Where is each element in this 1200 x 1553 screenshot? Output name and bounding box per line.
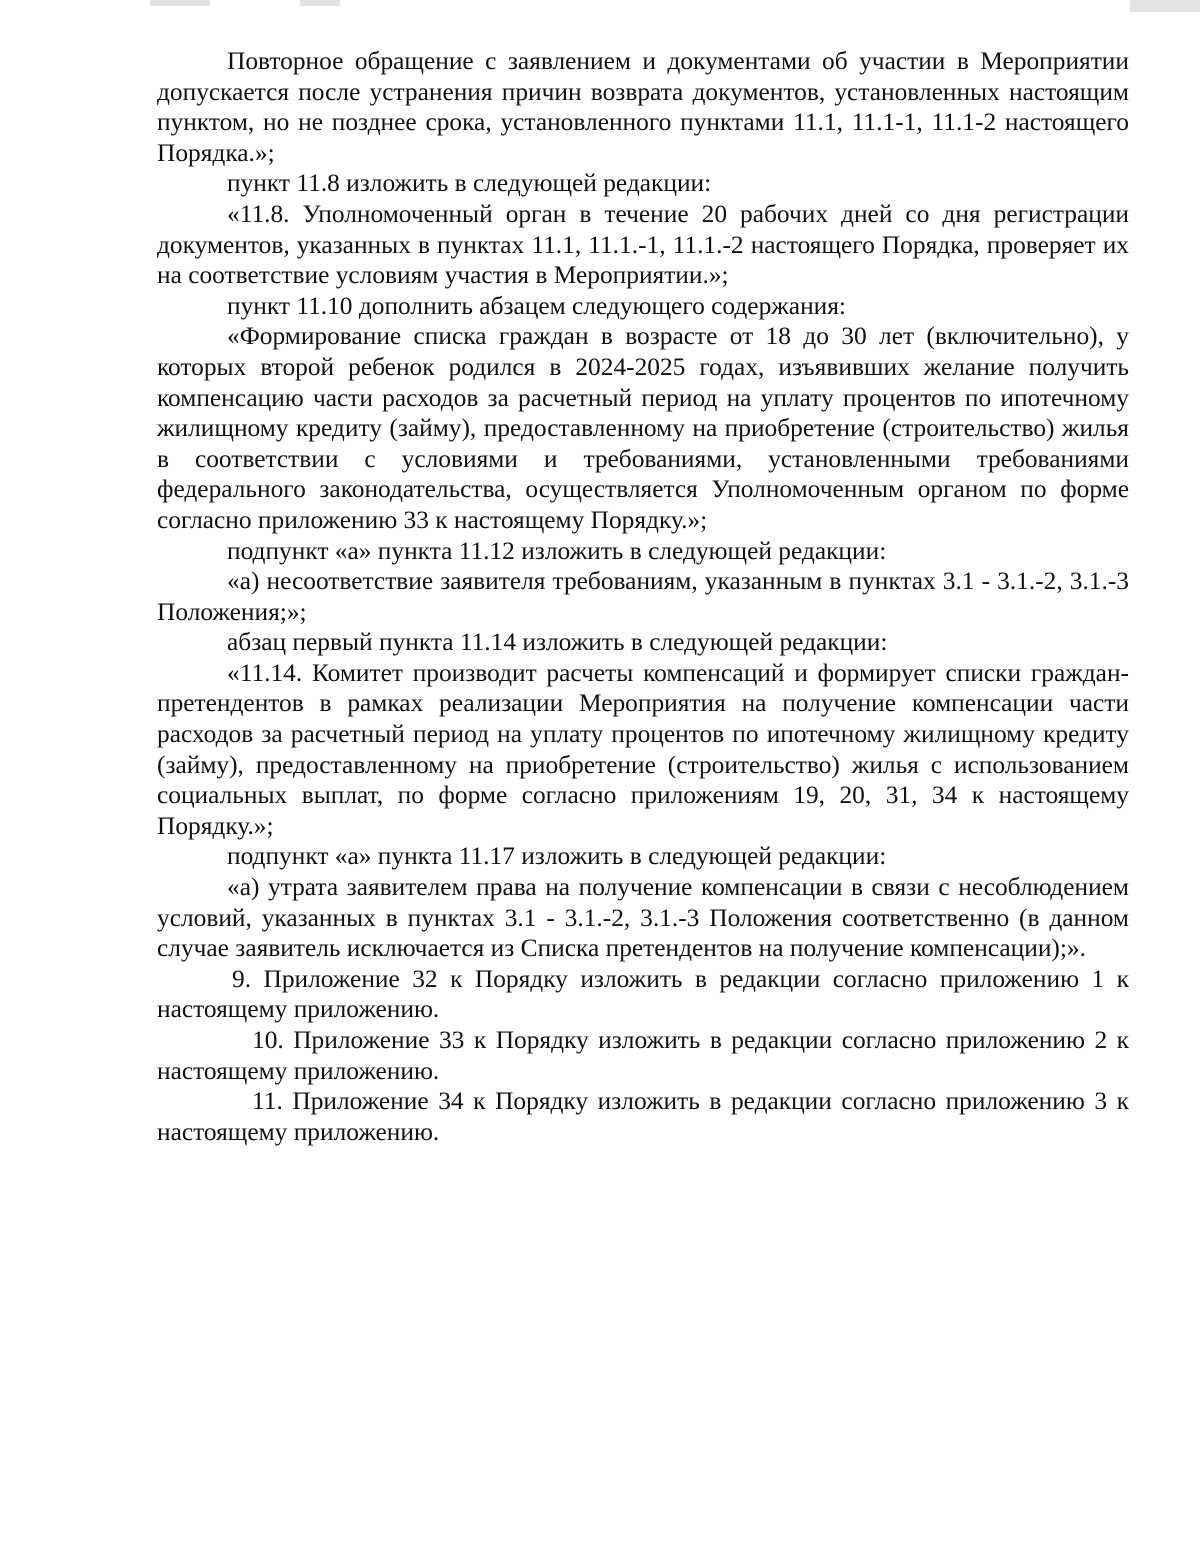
paragraph-quote-11-17: «а) утрата заявителем права на получение компенсации в связи с несоблюдением условий, указанных в пунктах 3.1 - 3.1.-2, 3.1.-3 Положения соответственно (в данном случае заявитель исключается из Списка претендентов на получение компенсации);». [157,873,1129,963]
paragraph-instruction-11-14: абзац первый пункта 11.14 изложить в следующей редакции: [227,628,888,657]
paragraph-item-9: 9. Приложение 32 к Порядку изложить в редакции согласно приложению 1 к настоящему приложению. [157,964,1129,1024]
document-body [157,46,1129,1147]
paragraph-item-11: 11. Приложение 34 к Порядку изложить в редакции согласно приложению 3 к настоящему приложению. [157,1087,1129,1146]
paragraph-quote-11-14: «11.14. Комитет производит расчеты компенсаций и формирует списки граждан-претендентов в рамках реализации Мероприятия на получение компенсации части расходов за расчетный период на уплату процентов по ипотечному жилищному кредиту (займу), предоставленному на приобретение (строительство) жилья с использованием социальных выплат, по форме согласно приложениям 19, 20, 31, 34 к настоящему Порядку.»; [157,658,1129,840]
scan-artifact [300,0,340,6]
paragraph-instruction-11-8: пункт 11.8 изложить в следующей редакции: [227,169,712,198]
paragraph-instruction-11-12: подпункт «а» пункта 11.12 изложить в следующей редакции: [227,536,887,565]
paragraph-quote-11-8: «11.8. Уполномоченный орган в течение 20 рабочих дней со дня регистрации документов, указанных в пунктах 11.1, 11.1.-1, 11.1.-2 настоящего Порядка, проверяет их на соответствие условиям участия в Мероприятии.»; [157,199,1129,290]
paragraph-reapplication: Повторное обращение с заявлением и документами об участии в Мероприятии допускается после устранения причин возврата документов, установленных настоящим пунктом, но не позднее срока, установленного пунктами 11.1, 11.1-1, 11.1-2 настоящего Порядка.»; [157,47,1129,167]
paragraph-instruction-11-10: пункт 11.10 дополнить абзацем следующего содержания: [227,291,846,320]
scan-artifact [150,0,210,6]
scan-artifact [1130,0,1200,12]
paragraph-instruction-11-17: подпункт «а» пункта 11.17 изложить в следующей редакции: [227,842,887,871]
paragraph-quote-11-10: «Формирование списка граждан в возрасте от 18 до 30 лет (включительно), у которых второй ребенок родился в 2024-2025 годах, изъявивших желание получить компенсацию части расходов за расчетный период на уплату процентов по ипотечному жилищному кредиту (займу), предоставленному на приобретение (строительство) жилья в соответствии с условиями и требованиями, установленными требованиями федерального законодательства, осуществляется Уполномоченным органом по форме согласно приложению 33 к настоящему Порядку.»; [157,322,1129,534]
paragraph-item-10: 10. Приложение 33 к Порядку изложить в редакции согласно приложению 2 к настоящему приложению. [157,1026,1129,1085]
paragraph-quote-11-12: «а) несоответствие заявителя требованиям, указанным в пунктах 3.1 - 3.1.-2, 3.1.-3 Положения;»; [157,567,1129,626]
